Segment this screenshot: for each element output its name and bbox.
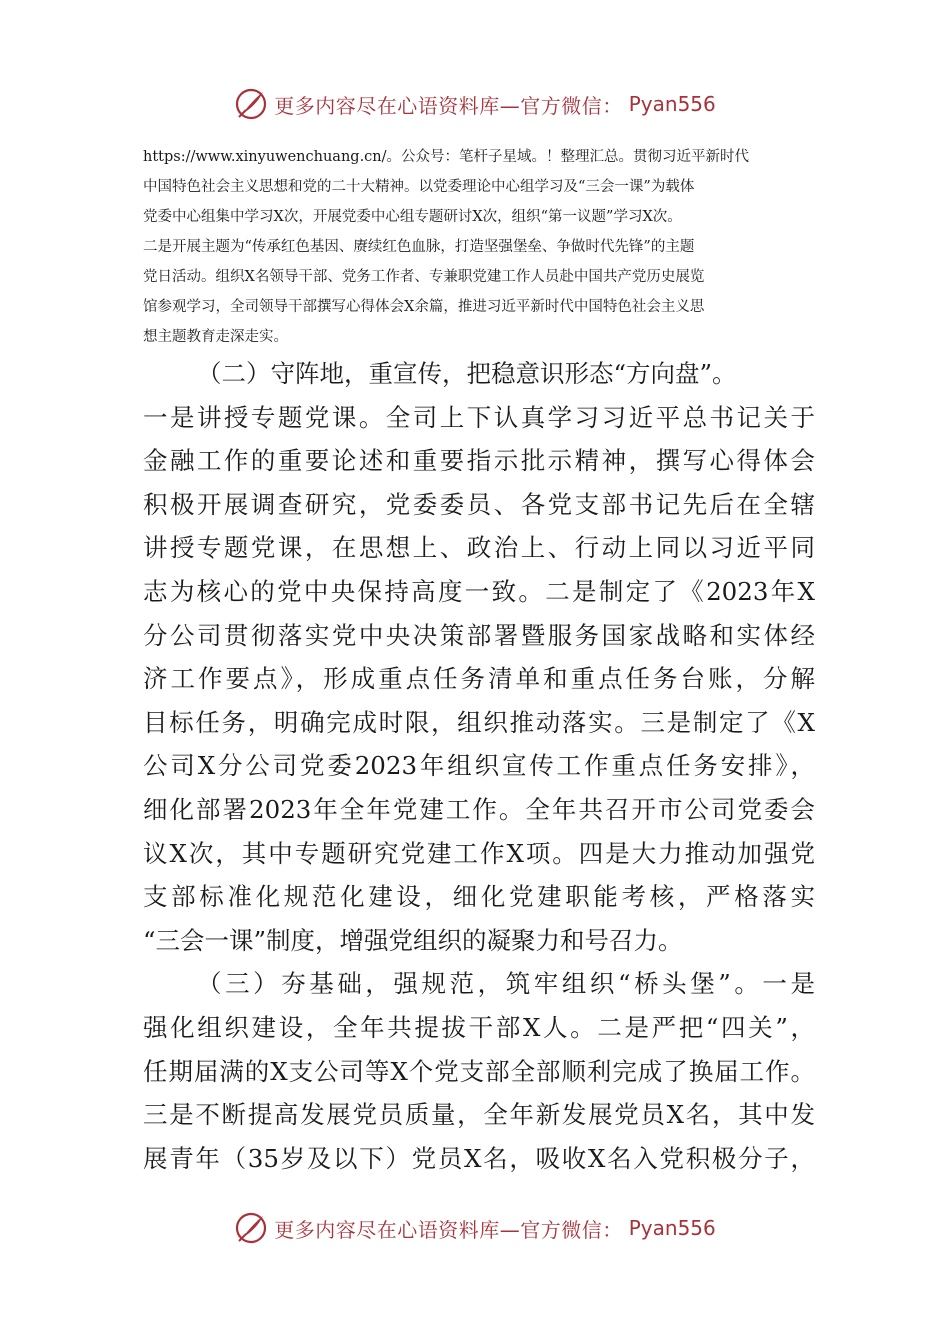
section-heading-2: （二）守阵地，重宣传，把稳意识形态“方向盘”。 — [197, 359, 737, 388]
quill-logo-icon — [234, 1211, 268, 1245]
body-line: 细化部署2023年全年党建工作。全年共召开市公司党委会 — [143, 794, 815, 824]
banner-text: 更多内容尽在心语资料库—官方微信： — [274, 1217, 623, 1242]
body-line: 一是讲授专题党课。全司上下认真学习习近平总书记关于 — [143, 402, 815, 432]
body-line: 分公司贯彻落实党中央决策部署暨服务国家战略和实体经 — [143, 620, 815, 650]
intro-line: 想主题教育走深走实。 — [143, 329, 288, 345]
body-line: 议X次，其中专题研究党建工作X项。四是大力推动加强党 — [143, 838, 815, 868]
body-line: 强化组织建设，全年共提拔干部X人。二是严把“四关”， — [143, 1012, 815, 1042]
body-line: 三是不断提高发展党员质量，全年新发展党员X名，其中发 — [143, 1100, 815, 1130]
body-line: 任期届满的X支公司等X个党支部全部顺利完成了换届工作。 — [143, 1056, 815, 1086]
body-line: 展青年（35岁及以下）党员X名，吸收X名入党积极分子， — [143, 1143, 815, 1173]
intro-paragraph — [143, 142, 813, 352]
footer-banner — [0, 1208, 950, 1248]
header-banner — [0, 84, 950, 124]
quill-logo-icon — [234, 87, 268, 121]
intro-line: 党委中心组集中学习X次，开展党委中心组专题研讨X次，组织“第一议题”学习X次。 — [143, 209, 682, 225]
intro-line: 中国特色社会主义思想和党的二十大精神。以党委理论中心组学习及“三会一课”为载体 — [143, 179, 695, 195]
intro-line: 馆参观学习，全司领导干部撰写心得体会X余篇，推进习近平新时代中国特色社会主义思 — [143, 299, 705, 315]
body-line: 公司X分公司党委2023年组织宣传工作重点任务安排》， — [143, 751, 815, 781]
body-line: 积极开展调查研究，党委委员、各党支部书记先后在全辖 — [143, 489, 815, 519]
body-line: 讲授专题党课，在思想上、政治上、行动上同以习近平同 — [143, 533, 815, 563]
body-line: 志为核心的党中央保持高度一致。二是制定了《2023年X — [143, 576, 815, 606]
body-text — [143, 352, 815, 1180]
banner-wechat-id: Pyan556 — [628, 92, 716, 116]
intro-line: 二是开展主题为“传承红色基因、赓续红色血脉，打造坚强堡垒、争做时代先锋”的主题 — [143, 239, 695, 255]
body-line: 目标任务，明确完成时限，组织推动落实。三是制定了《X — [143, 707, 815, 737]
body-line: 金融工作的重要论述和重要指示批示精神，撰写心得体会 — [143, 446, 815, 476]
banner-text: 更多内容尽在心语资料库—官方微信： — [274, 93, 623, 118]
body-line: 支部标准化规范化建设，细化党建职能考核，严格落实 — [143, 882, 815, 912]
body-line: “三会一课”制度，增强党组织的凝聚力和号召力。 — [143, 925, 683, 955]
intro-line: https://www.xinyuwenchuang.cn/。公众号：笔杆子星域。！整理汇总。贯彻习近平新时代 — [143, 149, 750, 165]
banner-wechat-id: Pyan556 — [628, 1216, 716, 1240]
intro-line: 党日活动。组织X名领导干部、党务工作者、专兼职党建工作人员赴中国共产党历史展览 — [143, 269, 705, 285]
body-line: 济工作要点》，形成重点任务清单和重点任务台账，分解 — [143, 664, 815, 694]
section-heading-3: （三）夯基础，强规范，筑牢组织“桥头堡”。一是 — [197, 969, 815, 999]
